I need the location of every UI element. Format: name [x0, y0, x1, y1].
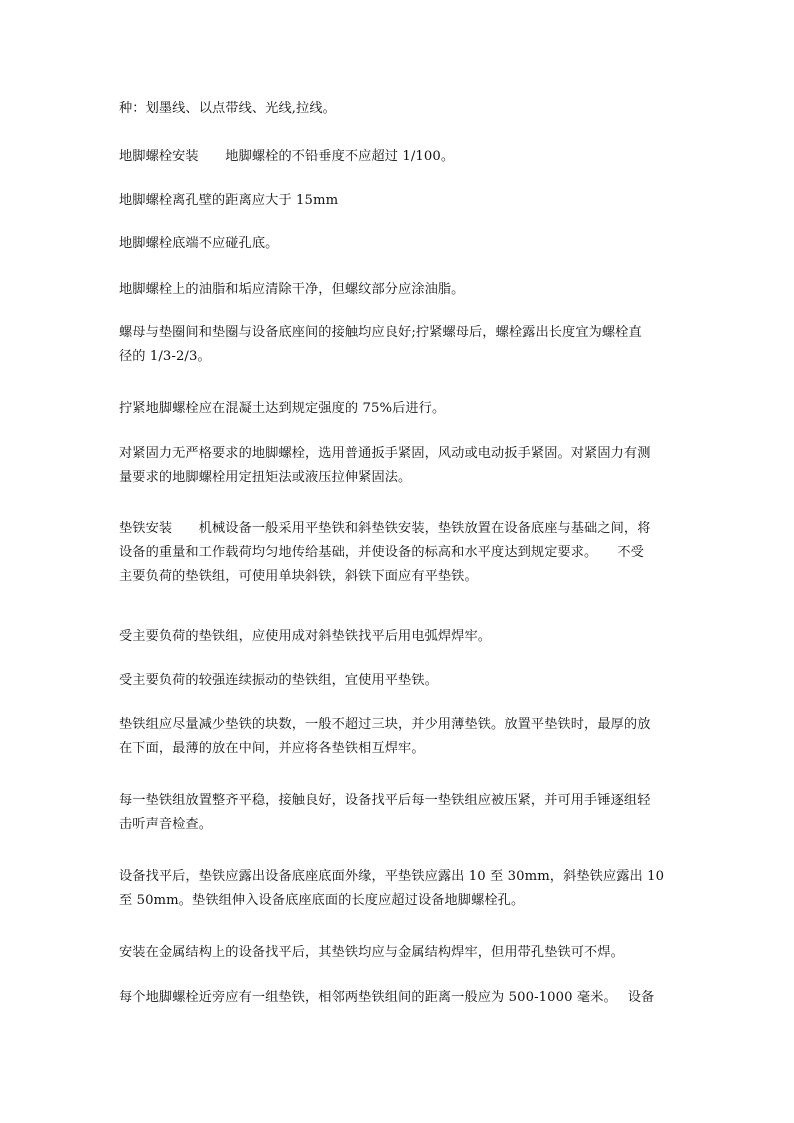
paragraph-leveling-methods: [119, 97, 679, 121]
text-line: 主要负荷的垫铁组，可使用单块斜铁，斜铁下面应有平垫铁。: [119, 569, 478, 584]
paragraph-metal-structure: [119, 941, 679, 965]
text-line: 至 50mm。垫铁组伸入设备底座底面的长度应超过设备地脚螺栓孔。: [119, 893, 525, 908]
text-line: 设备找平后，垫铁应露出设备底座底面外缘，平垫铁应露出 10 至 30mm，斜垫铁应露出 10: [119, 869, 665, 884]
text-line: 螺母与垫圈间和垫圈与设备底座间的接触均应良好;拧紧螺母后，螺栓露出长度宜为螺栓直: [119, 325, 642, 340]
text-line: 垫铁组应尽量减少垫铁的块数，一般不超过三块，并少用薄垫铁。放置平垫铁时，最厚的放: [119, 717, 651, 732]
text-line: 量要求的地脚螺栓用定扭矩法或液压拉伸紧固法。: [119, 470, 412, 485]
text-line: 地脚螺栓离孔壁的距离应大于 15mm: [119, 193, 339, 208]
text-line: 对紧固力无严格要求的地脚螺栓，选用普通扳手紧固，风动或电动扳手紧固。对紧固力有测: [119, 446, 651, 461]
paragraph-shim-exposure: [119, 865, 679, 913]
paragraph-tighten-concrete: [119, 397, 679, 421]
text-line: 在下面，最薄的放在中间，并应将各垫铁相互焊牢。: [119, 741, 425, 756]
text-line: 安装在金属结构上的设备找平后，其垫铁均应与金属结构焊牢，但用带孔垫铁可不焊。: [119, 945, 624, 960]
paragraph-shim-install: [119, 517, 679, 589]
text-line: 受主要负荷的垫铁组，应使用成对斜垫铁找平后用电弧焊焊牢。: [119, 629, 492, 644]
text-line: 拧紧地脚螺栓应在混凝土达到规定强度的 75%后进行。: [119, 401, 446, 416]
text-line: 径的 1/3-2/3。: [119, 349, 211, 364]
paragraph-anchor-bolt-install: [119, 145, 679, 169]
text-line: 每个地脚螺栓近旁应有一组垫铁，相邻两垫铁组间的距离一般应为 500-1000 毫米。 设备: [119, 990, 655, 1005]
text-line: 地脚螺栓安装 地脚螺栓的不铅垂度不应超过 1/100。: [119, 149, 455, 164]
paragraph-nut-washer: [119, 321, 679, 369]
paragraph-bolt-bottom: [119, 232, 679, 256]
text-line: 垫铁安装 机械设备一般采用平垫铁和斜垫铁安装，垫铁放置在设备底座与基础之间，将: [119, 521, 651, 536]
paragraph-shim-count: [119, 713, 679, 761]
text-line: 击听声音检查。: [119, 817, 213, 832]
text-line: 地脚螺栓底端不应碰孔底。: [119, 236, 279, 251]
paragraph-bolt-grease: [119, 278, 679, 302]
text-line: 设备的重量和工作载荷均匀地传给基础，并使设备的标高和水平度达到规定要求。 不受: [119, 545, 644, 560]
paragraph-shim-spacing: [119, 986, 679, 1010]
paragraph-shim-placement-check: [119, 789, 679, 837]
paragraph-main-load-shims: [119, 625, 679, 649]
text-line: 受主要负荷的较强连续振动的垫铁组，宜使用平垫铁。: [119, 673, 438, 688]
text-line: 每一垫铁组放置整齐平稳，接触良好，设备找平后每一垫铁组应被压紧，并可用手锤逐组轻: [119, 793, 651, 808]
text-line: 种：划墨线、以点带线、光线,拉线。: [119, 101, 336, 116]
paragraph-bolt-hole-distance: [119, 189, 679, 213]
paragraph-vibration-shims: [119, 669, 679, 693]
paragraph-fastening-force: [119, 442, 679, 490]
text-line: 地脚螺栓上的油脂和垢应清除干净，但螺纹部分应涂油脂。: [119, 282, 465, 297]
